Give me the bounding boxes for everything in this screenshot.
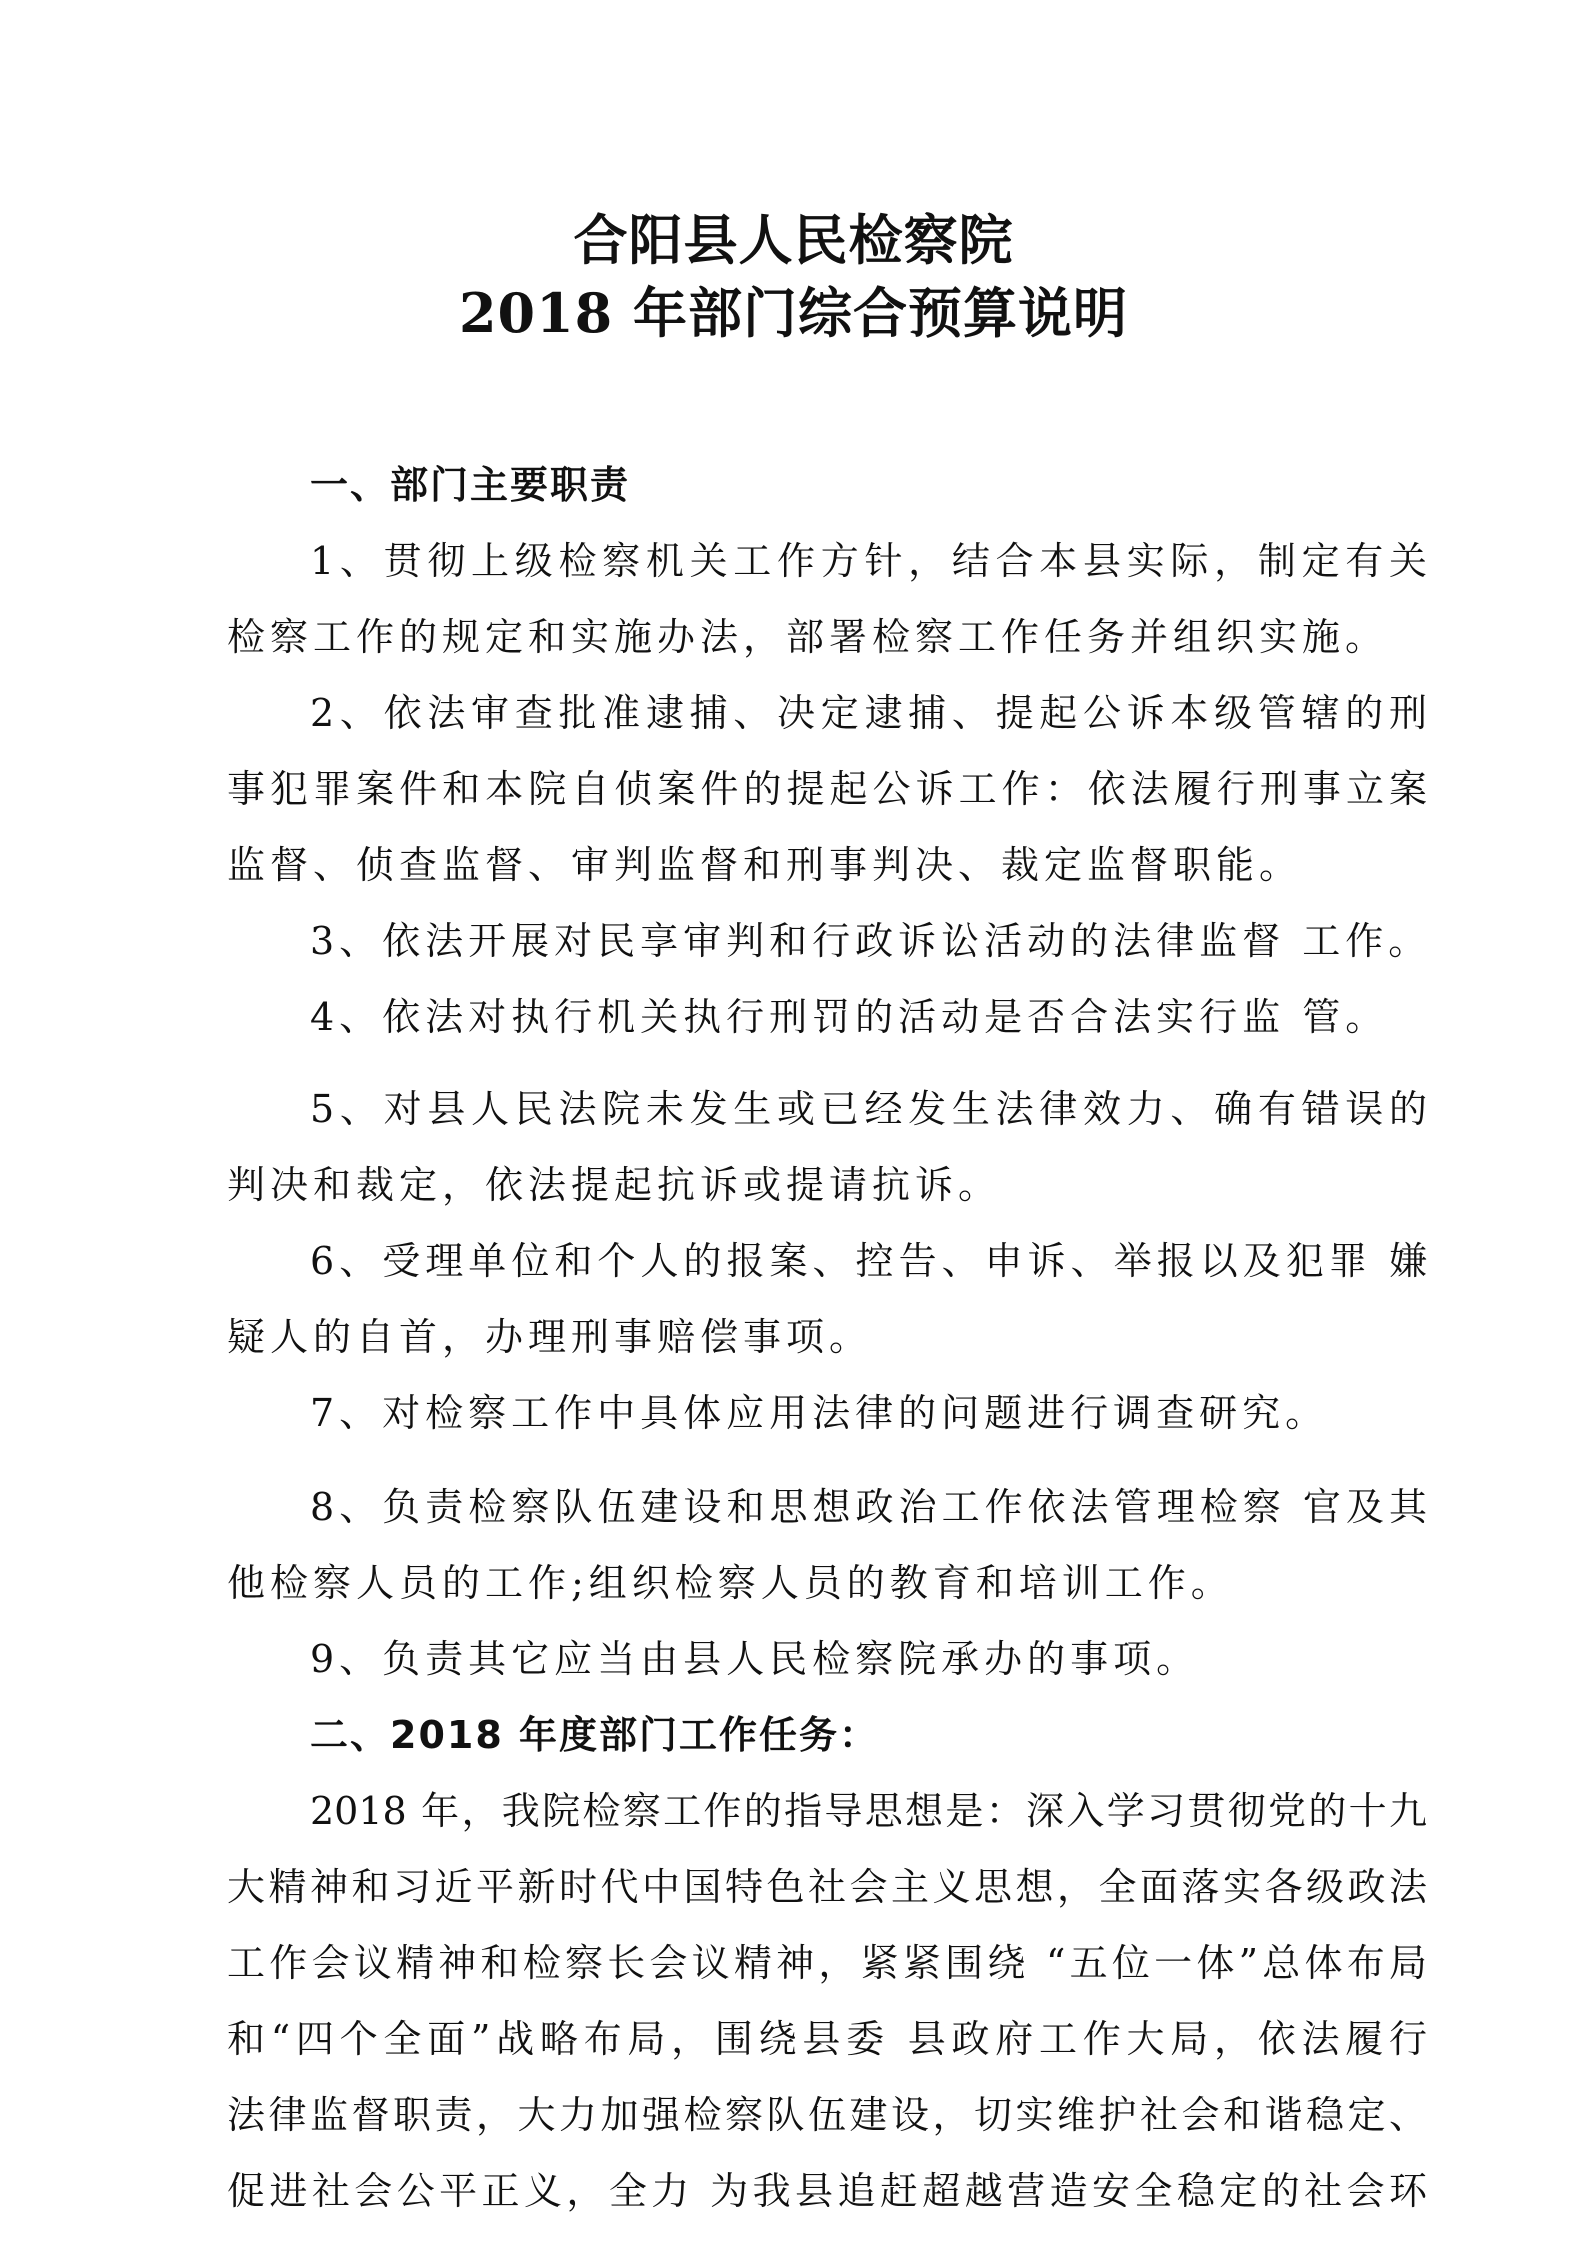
duty-line: 9、负责其它应当由县人民检察院承办的事项。 xyxy=(310,1637,1200,1681)
duty-line: 疑人的自首，办理刑事赔偿事项。 xyxy=(227,1315,873,1359)
duty-line: 监督、侦查监督、审判监督和刑事判决、裁定监督职能。 xyxy=(227,843,1303,887)
duty-line: 2、依法审查批准逮捕、决定逮捕、提起公诉本级管辖的刑 xyxy=(310,691,1427,735)
paragraph-line: 法律监督职责，大力加强检察队伍建设，切实维护社会和谐稳定、 xyxy=(227,2093,1427,2137)
duty-line: 3、依法开展对民享审判和行政诉讼活动的法律监督 工作。 xyxy=(310,919,1432,963)
section-heading-duties: 一、部门主要职责 xyxy=(310,463,631,507)
paragraph-line: 大精神和习近平新时代中国特色社会主义思想，全面落实各级政法 xyxy=(227,1865,1427,1909)
duty-line: 5、对县人民法院未发生或已经发生法律效力、确有错误的 xyxy=(310,1087,1427,1131)
duty-line: 4、依法对执行机关执行刑罚的活动是否合法实行监 管。 xyxy=(310,995,1389,1039)
duty-line: 7、对检察工作中具体应用法律的问题进行调查研究。 xyxy=(310,1391,1329,1435)
duty-line: 6、受理单位和个人的报案、控告、申诉、举报以及犯罪 嫌 xyxy=(310,1239,1427,1283)
duty-line: 他检察人员的工作;组织检察人员的教育和培训工作。 xyxy=(227,1561,1234,1605)
duty-line: 判决和裁定，依法提起抗诉或提请抗诉。 xyxy=(227,1163,1002,1207)
paragraph-line: 2018 年，我院检察工作的指导思想是：深入学习贯彻党的十九 xyxy=(310,1789,1427,1833)
paragraph-line: 和“四个全面”战略布局，围绕县委 县政府工作大局，依法履行 xyxy=(227,2017,1427,2061)
duty-line: 检察工作的规定和实施办法，部署检察工作任务并组织实施。 xyxy=(227,615,1389,659)
duty-line: 8、负责检察队伍建设和思想政治工作依法管理检察 官及其 xyxy=(310,1485,1427,1529)
paragraph-line: 促进社会公平正义，全力 为我县追赶超越营造安全稳定的社会环 xyxy=(227,2169,1427,2213)
duty-line: 1、贯彻上级检察机关工作方针，结合本县实际，制定有关 xyxy=(310,539,1427,583)
duty-line: 事犯罪案件和本院自侦案件的提起公诉工作：依法履行刑事立案 xyxy=(227,767,1427,811)
paragraph-line: 工作会议精神和检察长会议精神，紧紧围绕 “五位一体”总体布局 xyxy=(227,1941,1427,1985)
document-title-line2: 2018 年部门综合预算说明 xyxy=(458,281,1129,345)
section-heading-tasks: 二、2018 年度部门工作任务： xyxy=(310,1713,879,1757)
document-title-line1: 合阳县人民检察院 xyxy=(573,208,1014,272)
